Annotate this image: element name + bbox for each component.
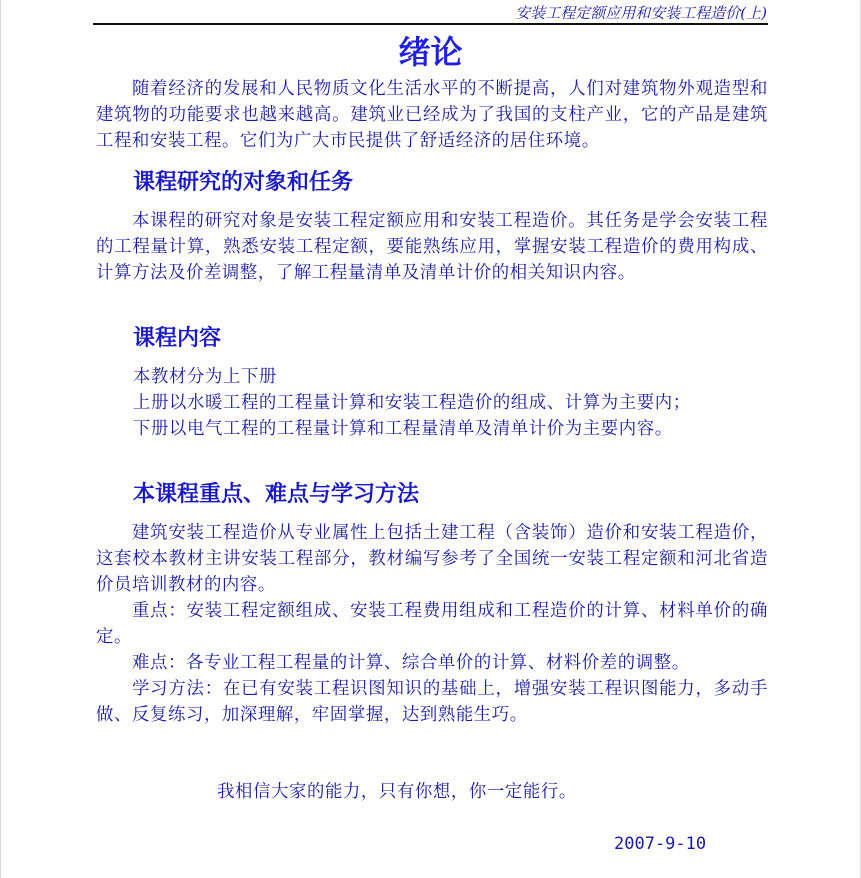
content-line: 上册以水暖工程的工程量计算和安装工程造价的组成、计算为主要内； (133, 393, 691, 413)
focus-paragraph: 建筑安装工程造价从专业属性上包括土建工程（含装饰）造价和安装工程造价，这套校本教材主讲安装工程部分，教材编写参考了全国统一安装工程定额和河北省造价员培训教材的内容。 (96, 523, 768, 595)
intro-paragraph: 随着经济的发展和人民物质文化生活水平的不断提高，人们对建筑物外观造型和建筑物的功能要求也越来越高。建筑业已经成为了我国的支柱产业，它的产品是建筑工程和安装工程。它们为广大市民提供了舒适经济的居住环境。 (96, 79, 768, 151)
study-method-paragraph: 学习方法：在已有安装工程识图知识的基础上，增强安装工程识图能力，多动手做、反复练习，加深理解，牢固掌握，达到熟能生巧。 (96, 679, 768, 725)
content-line: 本教材分为上下册 (133, 367, 277, 387)
key-points-paragraph: 重点：安装工程定额组成、安装工程费用组成和工程造价的计算、材料单价的确定。 (96, 601, 768, 647)
header-rule (93, 23, 768, 25)
heading-focus-methods: 本课程重点、难点与学习方法 (133, 481, 420, 507)
content-line: 下册以电气工程的工程量计算和工程量清单及清单计价为主要内容。 (133, 419, 673, 439)
closing-sentence: 我相信大家的能力，只有你想，你一定能行。 (217, 782, 577, 802)
heading-course-content: 课程内容 (133, 325, 222, 351)
page-left-edge (0, 0, 1, 878)
date-stamp: 2007-9-10 (614, 834, 707, 854)
running-header: 安装工程定额应用和安装工程造价(上) (515, 4, 767, 22)
difficulties-paragraph: 难点：各专业工程工程量的计算、综合单价的计算、材料价差的调整。 (132, 653, 690, 673)
page-title: 绪论 (398, 33, 463, 71)
heading-objects-tasks: 课程研究的对象和任务 (133, 169, 354, 195)
objects-tasks-paragraph: 本课程的研究对象是安装工程定额应用和安装工程造价。其任务是学会安装工程的工程量计算，熟悉安装工程定额，要能熟练应用，掌握安装工程造价的费用构成、计算方法及价差调整，了解工程量清单及清单计价的相关知识内容。 (96, 211, 768, 283)
